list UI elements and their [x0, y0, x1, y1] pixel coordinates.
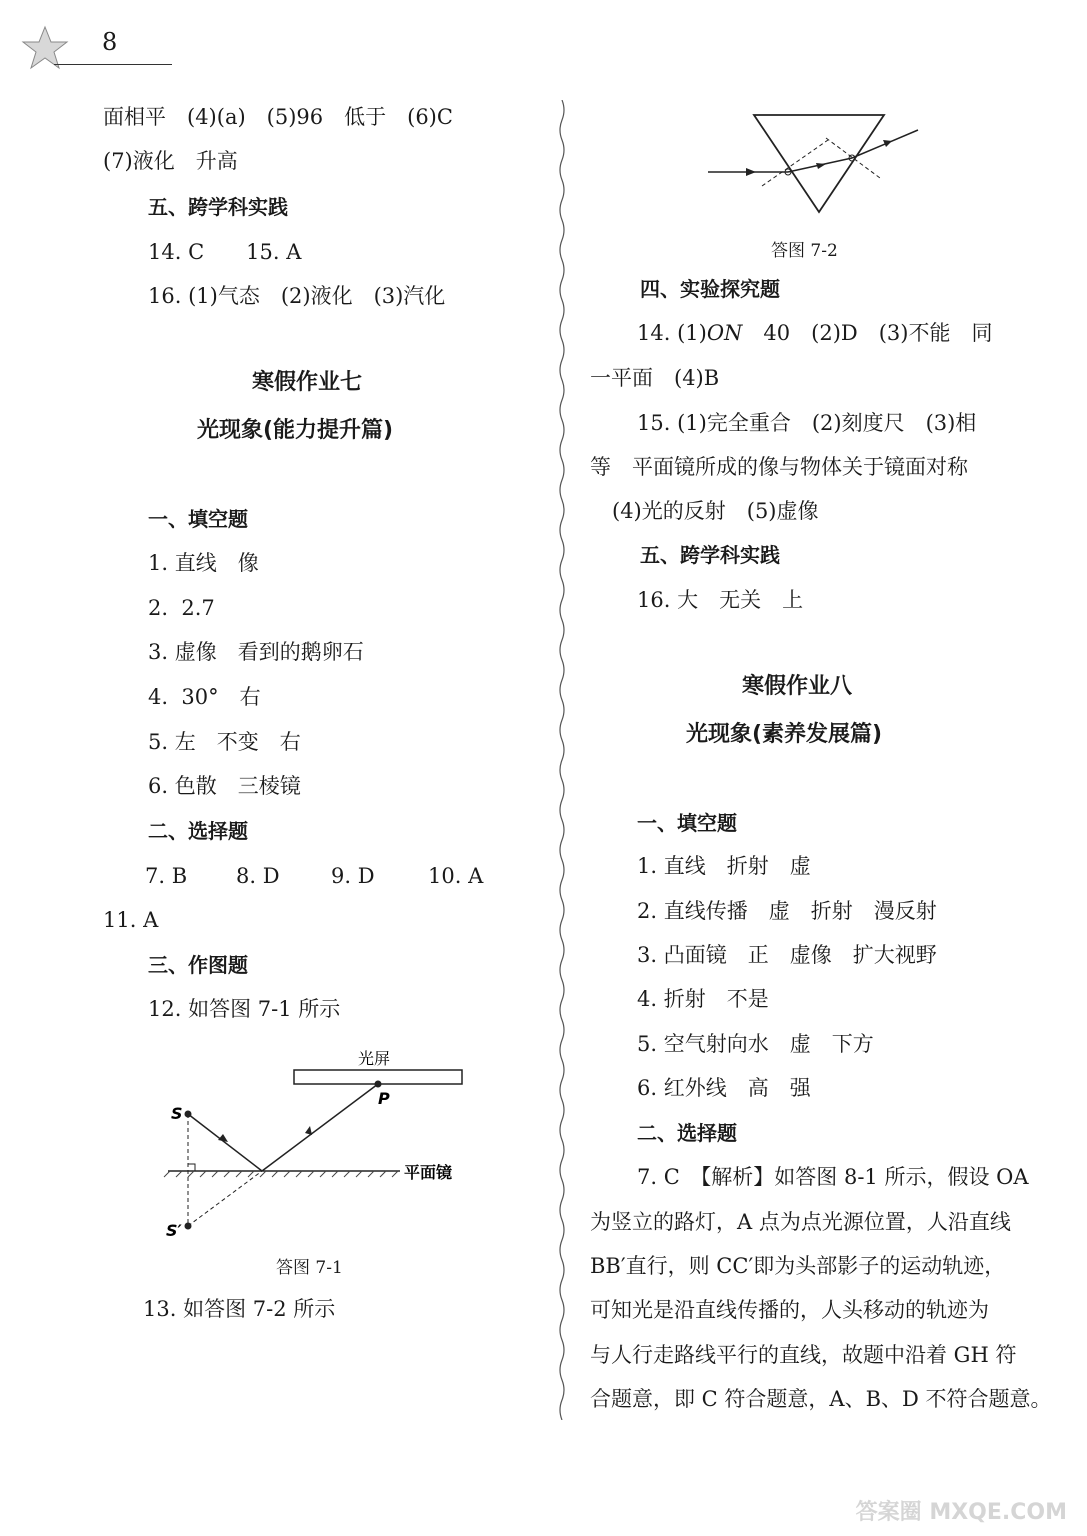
analysis-line: 合题意，即 C 符合题意，A、B、D 不符合题意。 — [590, 1387, 1052, 1411]
figure-caption: 答图 7-2 — [771, 241, 838, 261]
right-angle-mark — [188, 1164, 195, 1171]
homework-subtitle: 光现象(素养发展篇) — [686, 722, 883, 747]
answer-line: 4. 30° 右 — [148, 685, 261, 709]
choice-answer: 8. D — [236, 864, 280, 888]
incident-arrow — [746, 168, 756, 176]
section-heading: 三、作图题 — [148, 953, 248, 977]
answer-line: 5. 空气射向水 虚 下方 — [637, 1032, 874, 1056]
answer-line: 15. (1)完全重合 (2)刻度尺 (3)相 — [637, 411, 977, 435]
analysis-line: BB′直行，则 CC′即为头部影子的运动轨迹， — [590, 1254, 1006, 1278]
s-prime-label: S′ — [166, 1221, 182, 1240]
figure-7-2 — [700, 110, 930, 220]
incident-ray — [188, 1114, 262, 1171]
answer-line: 12. 如答图 7-1 所示 — [148, 997, 341, 1021]
header-rule — [54, 64, 172, 65]
refracted-arrow — [816, 163, 826, 169]
point-s — [185, 1111, 192, 1118]
answer-line: 2. 2.7 — [148, 596, 215, 620]
answer-line: 4. 折射 不是 — [637, 987, 769, 1011]
point-s-prime — [185, 1223, 192, 1230]
section-heading: 一、填空题 — [148, 507, 248, 531]
p-label: P — [378, 1089, 390, 1108]
virtual-ray — [188, 1171, 262, 1226]
choice-answer: 9. D — [331, 864, 375, 888]
answer-line: 14. (1)ON 40 (2)D (3)不能 同 — [637, 321, 993, 345]
watermark: 答案圈 MXQE.COM — [855, 1500, 1067, 1525]
choice-answer: 7. B — [145, 864, 188, 888]
page-number: 8 — [102, 28, 118, 56]
answer-line: (4)光的反射 (5)虚像 — [612, 499, 819, 523]
normal-1 — [762, 140, 828, 186]
text-line: (7)液化 升高 — [103, 149, 238, 173]
analysis-line: 可知光是沿直线传播的，人头移动的轨迹为 — [590, 1298, 989, 1322]
answer-line: 3. 凸面镜 正 虚像 扩大视野 — [637, 943, 937, 967]
analysis-line: 7. C 【解析】如答图 8-1 所示，假设 OA — [637, 1165, 1029, 1189]
analysis-line: 与人行走路线平行的直线，故题中沿着 GH 符 — [590, 1343, 1017, 1367]
column-divider — [555, 100, 569, 1420]
homework-title: 寒假作业七 — [252, 370, 363, 395]
mirror-label: 平面镜 — [404, 1163, 453, 1182]
answer-line: 16. (1)气态 (2)液化 (3)汽化 — [148, 284, 446, 308]
figure-7-1 — [160, 1040, 480, 1250]
text-line: 面相平 (4)(a) (5)96 低于 (6)C — [103, 105, 453, 129]
analysis-line: 为竖立的路灯，A 点为点光源位置，人沿直线 — [590, 1210, 1011, 1234]
choice-answer: 11. A — [103, 908, 159, 932]
answer-line: 5. 左 不变 右 — [148, 730, 301, 754]
section-heading: 五、跨学科实践 — [640, 543, 780, 567]
reflected-arrow — [305, 1126, 312, 1135]
answer-line: 3. 虚像 看到的鹅卵石 — [148, 640, 364, 664]
section-heading: 一、填空题 — [637, 811, 737, 835]
reflected-ray — [262, 1084, 378, 1171]
point-p — [375, 1081, 382, 1088]
answer-line: 16. 大 无关 上 — [637, 588, 804, 612]
answer-line: 6. 色散 三棱镜 — [148, 774, 301, 798]
figure-caption: 答图 7-1 — [276, 1258, 343, 1278]
homework-title: 寒假作业八 — [742, 674, 853, 699]
page-header — [20, 22, 160, 72]
answer-line: 等 平面镜所成的像与物体关于镜面对称 — [590, 455, 968, 479]
answer-line: 14. C 15. A — [148, 240, 302, 264]
section-heading: 四、实验探究题 — [640, 277, 780, 301]
answer-line: 2. 直线传播 虚 折射 漫反射 — [637, 899, 937, 923]
section-heading: 五、跨学科实践 — [148, 195, 288, 219]
choice-answer: 10. A — [428, 864, 484, 888]
s-label: S — [171, 1104, 183, 1123]
answer-line: 1. 直线 折射 虚 — [637, 854, 811, 878]
section-heading: 二、选择题 — [637, 1121, 737, 1145]
answer-line: 6. 红外线 高 强 — [637, 1076, 811, 1100]
section-heading: 二、选择题 — [148, 819, 248, 843]
homework-subtitle: 光现象(能力提升篇) — [197, 418, 394, 443]
answer-line: 13. 如答图 7-2 所示 — [143, 1297, 336, 1321]
answer-line: 一平面 (4)B — [590, 366, 720, 390]
answer-line: 1. 直线 像 — [148, 551, 259, 575]
screen-label: 光屏 — [358, 1049, 391, 1068]
